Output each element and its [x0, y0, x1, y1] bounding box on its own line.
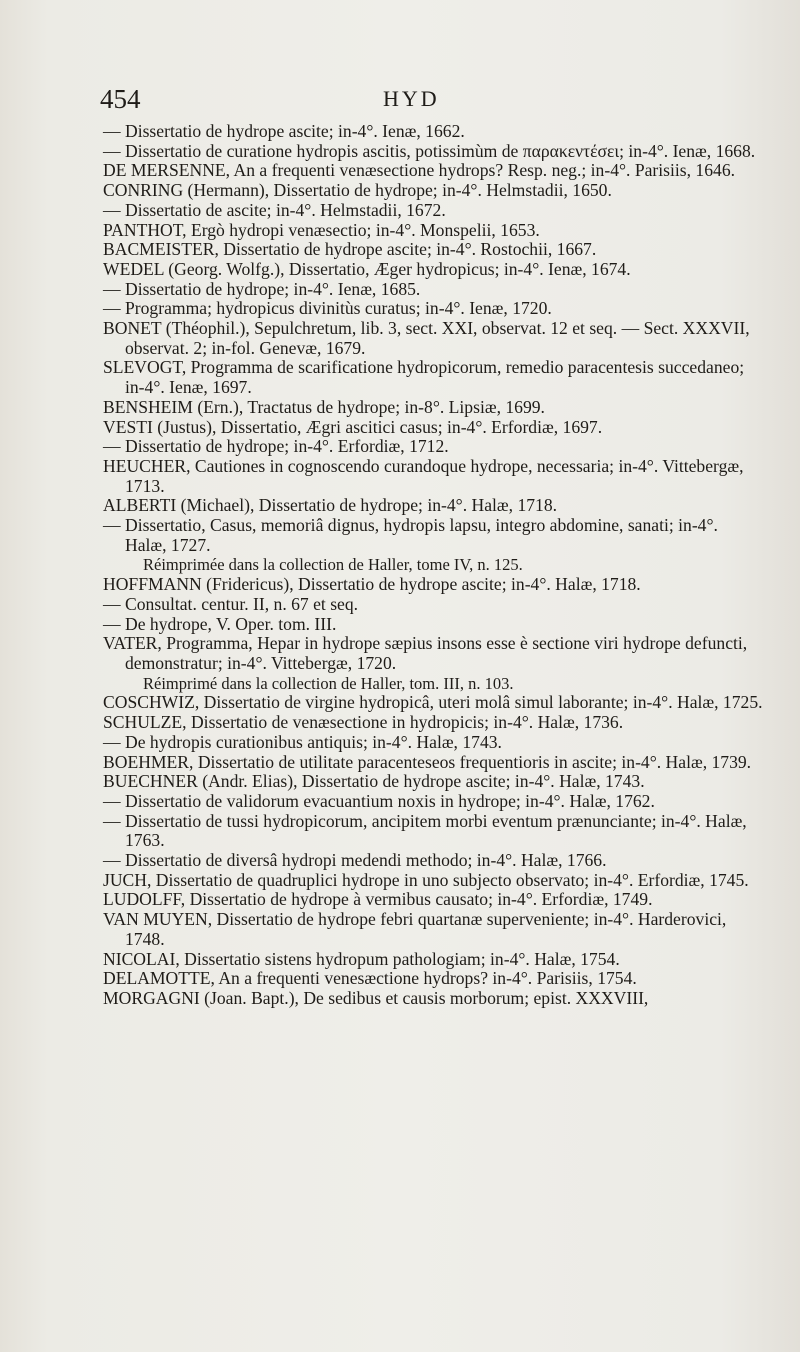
bibliography-entry: COSCHWIZ, Dissertatio de virgine hydropicâ, uteri molâ simul laborante; in-4°. Halæ, 1725.	[103, 692, 763, 713]
bibliography-entry: BENSHEIM (Ern.), Tractatus de hydrope; in-8°. Lipsiæ, 1699.	[103, 396, 545, 417]
bibliography-entry: SCHULZE, Dissertatio de venæsectione in hydropicis; in-4°. Halæ, 1736.	[103, 712, 624, 733]
bibliography-entry: VATER, Programma, Hepar in hydrope sæpius insons esse è sectione viri hydrope defuncti, demonstratur; in-4°. Vittebergæ, 1720.	[103, 633, 748, 673]
bibliography-entry: — Consultat. centur. II, n. 67 et seq.	[103, 593, 359, 614]
bibliography-entry: — Dissertatio, Casus, memoriâ dignus, hydropis lapsu, integro abdomine, sanati; in-4°. Halæ, 1727.	[103, 515, 718, 555]
bibliography-entry: — Dissertatio de hydrope ascite; in-4°. Ienæ, 1662.	[103, 121, 465, 141]
bibliography-entry: — Dissertatio de validorum evacuantium noxis in hydrope; in-4°. Halæ, 1762.	[103, 790, 655, 811]
bibliography-entry: — Dissertatio de diversâ hydropi medendi methodo; in-4°. Halæ, 1766.	[103, 850, 607, 871]
bibliography-entry: NICOLAI, Dissertatio sistens hydropum pathologiam; in-4°. Halæ, 1754.	[103, 948, 620, 969]
bibliography-entry: BONET (Théophil.), Sepulchretum, lib. 3, sect. XXI, observat. 12 et seq. — Sect. XXXVII, observat. 2; in-fol. Genevæ, 1679.	[103, 318, 750, 358]
bibliography-entry: LUDOLFF, Dissertatio de hydrope à vermibus causato; in-4°. Erfordiæ, 1749.	[103, 889, 653, 910]
bibliography-entry: — Programma; hydropicus divinitùs curatus; in-4°. Ienæ, 1720.	[103, 298, 552, 319]
bibliography-entry: CONRING (Hermann), Dissertatio de hydrope; in-4°. Helmstadii, 1650.	[103, 180, 612, 201]
page-header	[100, 84, 710, 118]
reprint-note: Réimprimé dans la collection de Haller, tom. III, n. 103.	[143, 673, 514, 693]
bibliography-entry: VESTI (Justus), Dissertatio, Ægri ascitici casus; in-4°. Erfordiæ, 1697.	[103, 416, 603, 437]
bibliography-entry: BOEHMER, Dissertatio de utilitate paracenteseos frequentioris in ascite; in-4°. Halæ, 1739.	[103, 751, 752, 772]
bibliography-entry: BACMEISTER, Dissertatio de hydrope ascite; in-4°. Rostochii, 1667.	[103, 239, 597, 260]
bibliography-entry: — Dissertatio de tussi hydropicorum, ancipitem morbi eventum prænunciante; in-4°. Halæ, 1763.	[103, 810, 747, 851]
bibliography-entry: HOFFMANN (Fridericus), Dissertatio de hydrope ascite; in-4°. Halæ, 1718.	[103, 574, 641, 595]
bibliography-entry: WEDEL (Georg. Wolfg.), Dissertatio, Æger hydropicus; in-4°. Ienæ, 1674.	[103, 258, 631, 279]
bibliography-entry: DE MERSENNE, An a frequenti venæsectione hydrops? Resp. neg.; in-4°. Parisiis, 1646.	[103, 160, 736, 181]
bibliography-list	[103, 122, 763, 1009]
bibliography-entry: HEUCHER, Cautiones in cognoscendo curandoque hydrope, necessaria; in-4°. Vittebergæ, 1713.	[103, 455, 744, 496]
bibliography-entry: PANTHOT, Ergò hydropi venæsectio; in-4°. Monspelii, 1653.	[103, 219, 540, 240]
bibliography-entry: — Dissertatio de hydrope; in-4°. Erfordiæ, 1712.	[103, 436, 449, 457]
running-head: HYD	[383, 86, 440, 111]
bibliography-entry: DELAMOTTE, An a frequenti venesæctione hydrops? in-4°. Parisiis, 1754.	[103, 968, 637, 989]
bibliography-entry: ALBERTI (Michael), Dissertatio de hydrope; in-4°. Halæ, 1718.	[103, 495, 558, 516]
bibliography-entry: VAN MUYEN, Dissertatio de hydrope febri quartanæ superveniente; in-4°. Harderovici, 1748.	[103, 909, 727, 949]
bibliography-entry: BUECHNER (Andr. Elias), Dissertatio de hydrope ascite; in-4°. Halæ, 1743.	[103, 771, 645, 792]
bibliography-entry: — Dissertatio de hydrope; in-4°. Ienæ, 1685.	[103, 278, 421, 299]
page-number: 454	[100, 84, 141, 114]
bibliography-entry: — Dissertatio de ascite; in-4°. Helmstadii, 1672.	[103, 199, 446, 220]
bibliography-entry: — Dissertatio de curatione hydropis ascitis, potissimùm de παρακεντέσει; in-4°. Ienæ, 1668.	[103, 140, 756, 161]
bibliography-entry: SLEVOGT, Programma de scarificatione hydropicorum, remedio paracentesis succedaneo; in-4°. Ienæ, 1697.	[103, 357, 745, 398]
bibliography-entry: JUCH, Dissertatio de quadruplici hydrope in uno subjecto observato; in-4°. Erfordiæ, 1745.	[103, 869, 749, 890]
bibliography-entry: — De hydrope, V. Oper. tom. III.	[103, 613, 337, 634]
bibliography-entry: — De hydropis curationibus antiquis; in-4°. Halæ, 1743.	[103, 731, 502, 752]
reprint-note: Réimprimée dans la collection de Haller, tome IV, n. 125.	[143, 555, 523, 575]
bibliography-entry: MORGAGNI (Joan. Bapt.), De sedibus et causis morborum; epist. XXXVIII,	[103, 987, 649, 1008]
